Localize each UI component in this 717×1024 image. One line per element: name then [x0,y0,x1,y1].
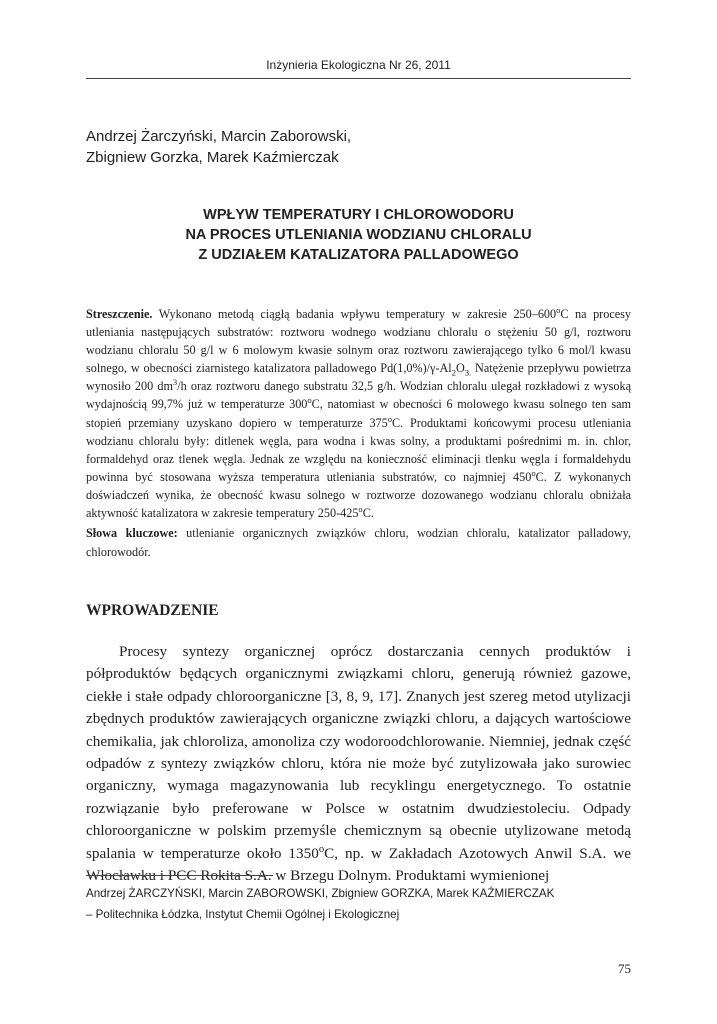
degree-sup: o [358,503,363,514]
title-line-3: Z UDZIAŁEM KATALIZATORA PALLADOWEGO [198,247,519,263]
body-text [86,641,631,887]
degree-sup: o [556,304,561,315]
article-title [0,205,717,265]
page-number: 75 [618,961,631,976]
degree-sup: o [387,413,392,424]
abstract-text: C. Z wykonanych doświadczeń wynika, że obecność kwasu solnego w roztworze dozowanego wodzianu chloralu obniżała aktywność katalizatora w zakresie temperatury 250-425 [86,469,631,521]
section-heading: WPROWADZENIE [86,602,219,619]
subscript: 2 [451,367,456,378]
degree-sup: o [307,395,312,406]
keywords-text: utlenianie organicznych związków chloru, wodzian chloralu, katalizator palladowy, chlorowodór. [86,526,631,559]
author-list [86,126,351,168]
footnote-line-2: – Politechnika Łódzka, Instytut Chemii Ogólnej i Ekologicznej [86,908,400,921]
abstract-text: Natężenie przepływu powietrza wynosiło 200 dm [86,361,632,394]
keywords [86,524,631,561]
footnote-rule [86,875,273,876]
abstract-text: /h oraz roztworu danego substratu 32,5 g/h. Wodzian chloralu ulegał rozkładowi z wysoką wydajnością 99,7% już w temperaturze 300 [86,379,631,412]
abstract-text: C na procesy utleniania następujących substratów: roztworu wodnego wodzianu chloralu o stężeniu 50 g/l, roztworu wodzianu chloralu 50 g/l w 6 molowym kwasie solnym oraz roztworu zawierającego tylko 6 mol/l kwasu solnego, w obecności ziarnistego katalizatora palladowego Pd(1,0%)/γ-Al [86,307,631,376]
header-rule [86,78,631,79]
journal-header: Inżynieria Ekologiczna Nr 26, 2011 [266,58,451,72]
authors-line-1: Andrzej Żarczyński, Marcin Zaborowski, [86,128,352,145]
abstract-text: C. [362,506,374,521]
keywords-label: Słowa kluczowe: [86,526,178,540]
title-line-2: NA PROCES UTLENIANIA WODZIANU CHLORALU [185,227,532,243]
subscript: 3. [464,367,472,378]
abstract [86,305,631,522]
abstract-text: O [455,361,465,376]
body-paragraph: Procesy syntezy organicznej oprócz dostarczania cennych produktów i półproduktów będących organicznymi związkami chloru, generują również gazowe, ciekłe i stałe odpady chloroorganiczne [3, 8, 9, 17]. Znanych jest szereg metod utylizacji zbędnych produktów zawierających organiczne związki chloru, a dających wartościowe chemikalia, jak chloroliza, amonoliza czy wodoroodchlorowanie. Niemniej, jednak część odpadów z syntezy związków chloru, która nie może być zutylizowała jako surowiec organiczny, wymaga magazynowania lub recyklingu energetycznego. To ostatnie rozwiązanie było preferowane w Polsce w ostatnim dwudziestoleciu. Odpady chloroorganiczne w polskim przemyśle chemicznym są obecnie utylizowane metodą spalania w temperaturze około 1350 [86,643,631,862]
footnote [86,883,646,925]
abstract-text: C, natomiast w obecności 6 molowego kwasu solnego ten sam stopień przemiany uzyskano dopiero w temperaturze 375 [86,397,632,430]
abstract-label: Streszczenie. [86,307,153,321]
degree-sup: o [531,467,536,478]
title-line-1: WPŁYW TEMPERATURY I CHLOROWODORU [203,207,514,223]
body-paragraph: C, np. w Zakładach Azotowych Anwil S.A. we Włocławku i PCC Rokita S.A. w Brzegu Dolnym. Produktami wymienionej [86,844,631,885]
authors-line-2: Zbigniew Gorzka, Marek Kaźmierczak [86,149,339,166]
degree-sup: o [318,843,325,855]
abstract-text: Wykonano metodą ciągłą badania wpływu temperatury w zakresie 250–600 [152,307,557,321]
superscript: 3 [172,377,178,388]
abstract-text: C. Produktami końcowymi procesu utleniania wodzianu chloralu były: ditlenek węgla, para wodna i kwas solny, a produktami pośrednimi m. in. chlor, formaldehyd oraz tlenek węgla. Jednak ze względu na konieczność eliminacji tlenku węgla i formaldehydu powinna być stosowana wyższa temperatura utleniania substratów, co najmniej 450 [86,415,631,484]
footnote-line-1: Andrzej ŻARCZYŃSKI, Marcin ZABOROWSKI, Zbigniew GORZKA, Marek KAŹMIERCZAK [86,887,555,900]
